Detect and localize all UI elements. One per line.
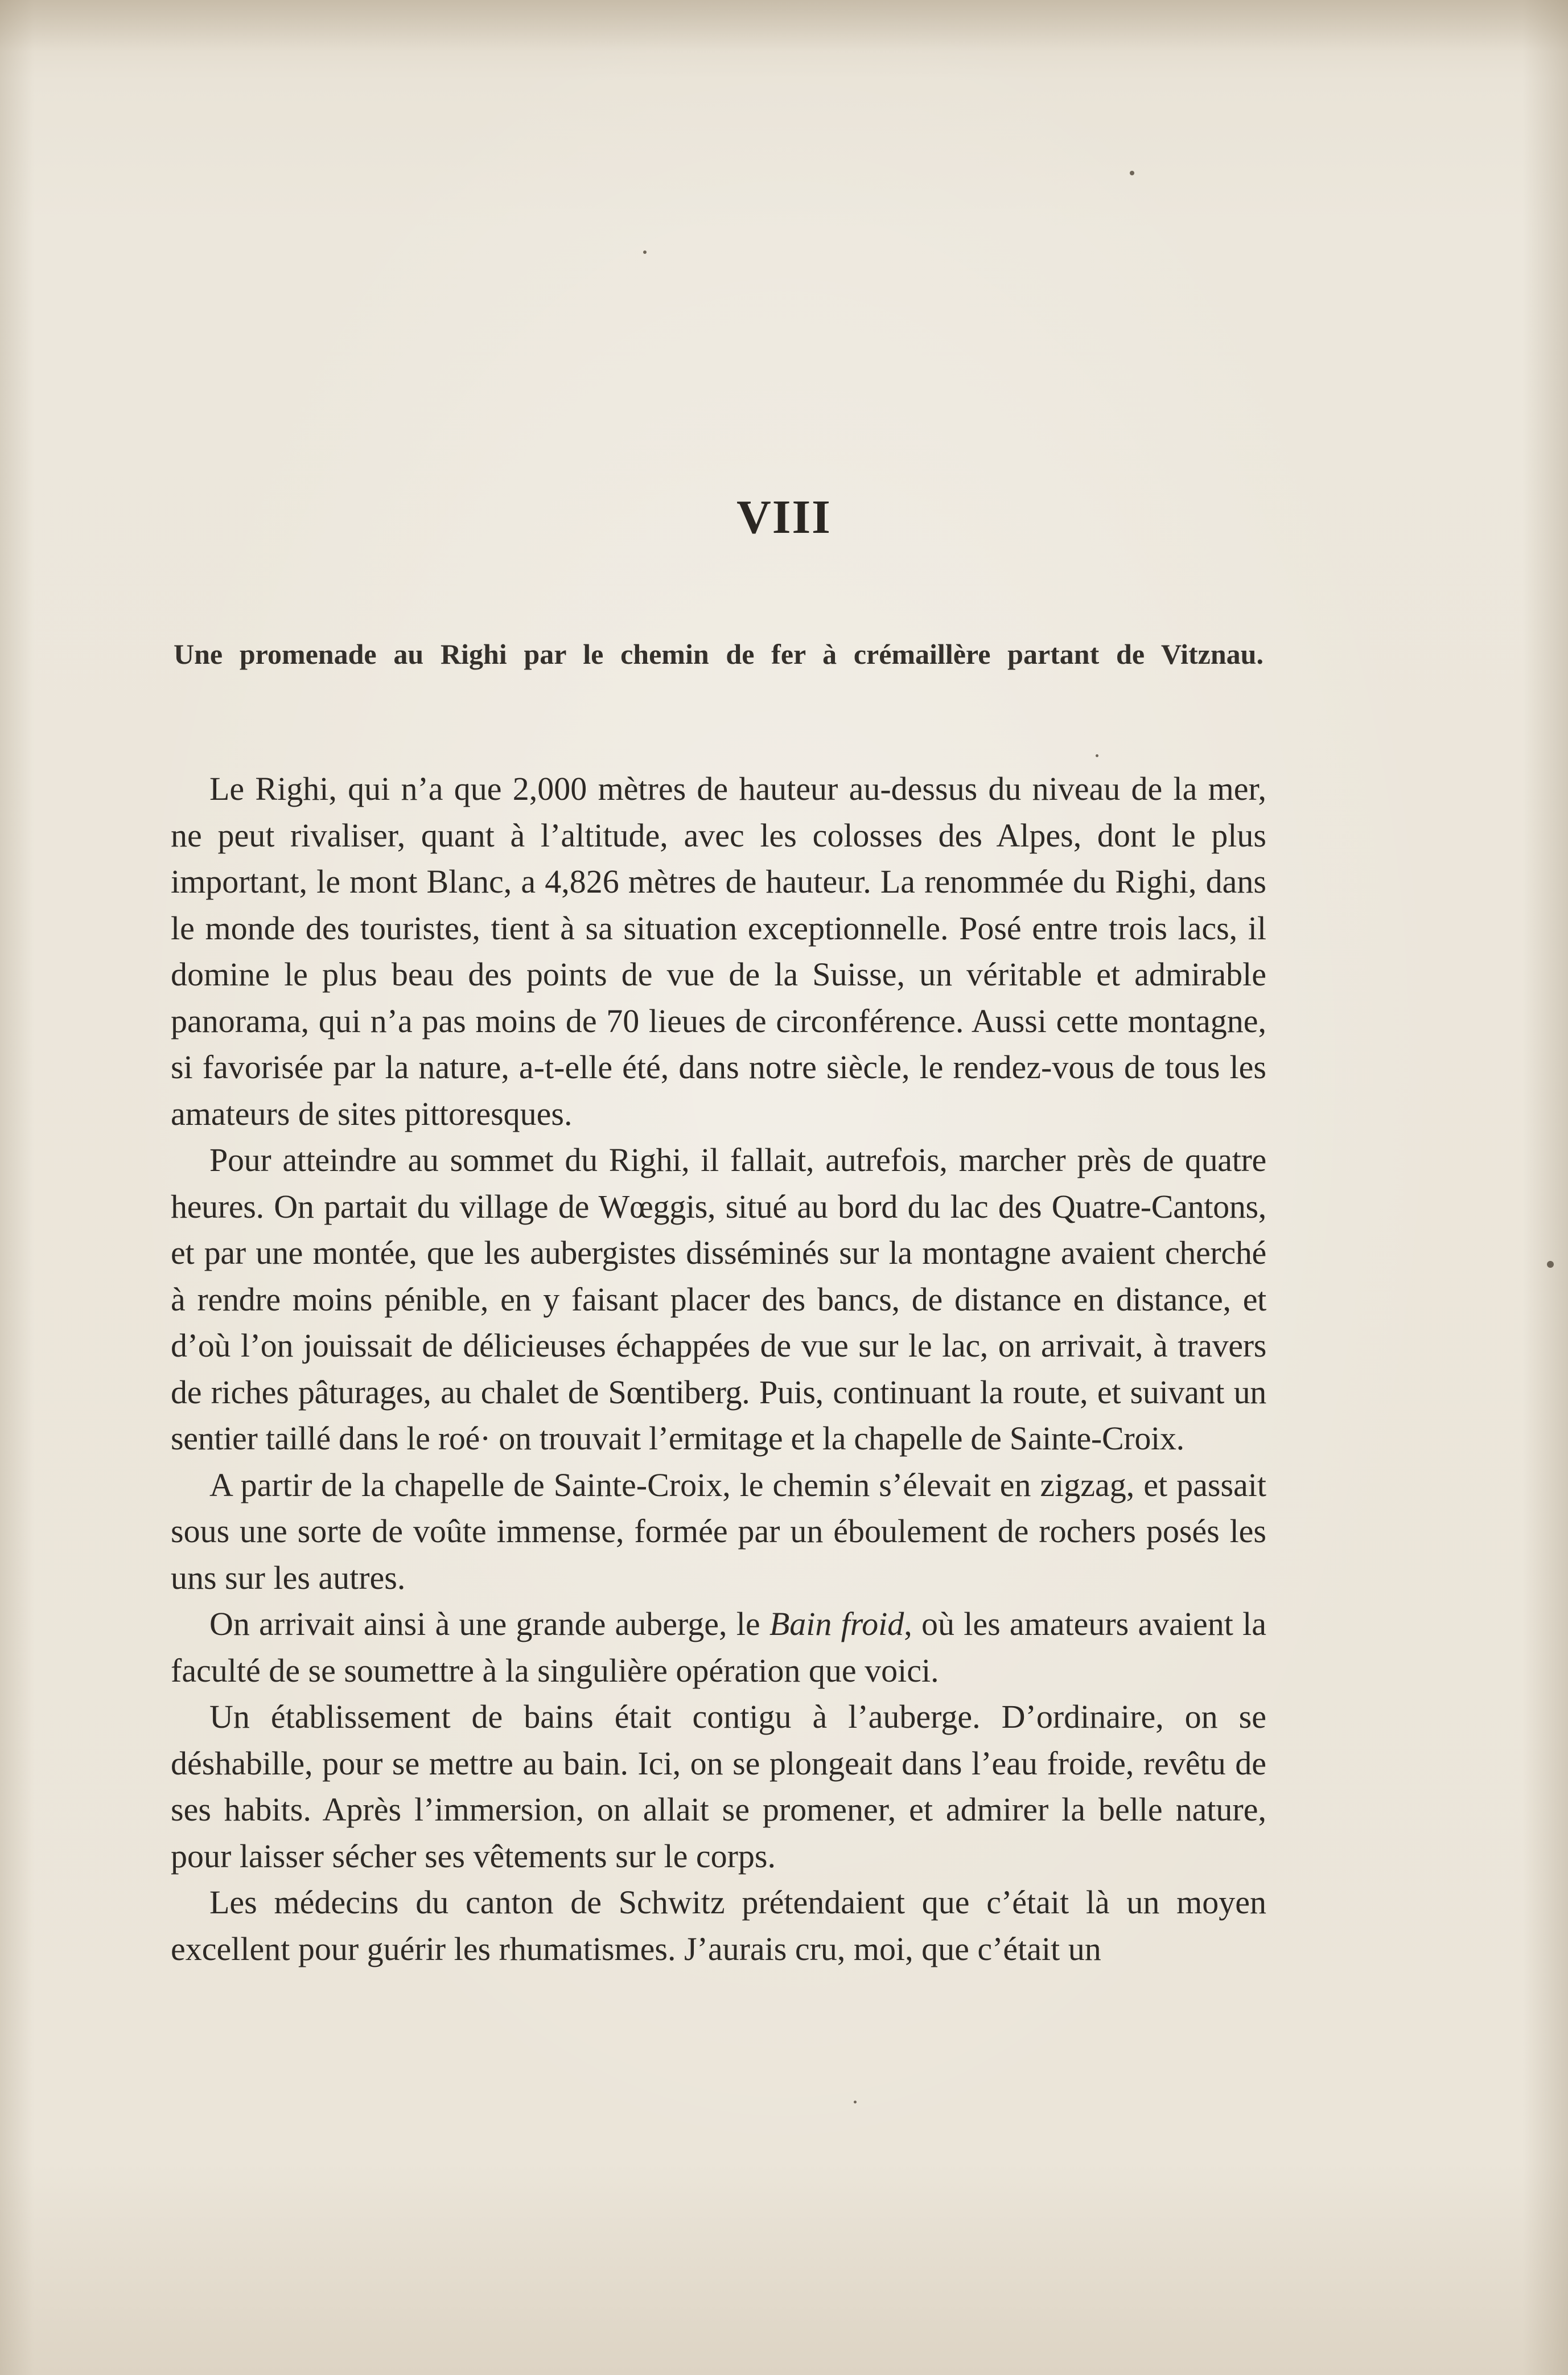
paper-speck <box>1547 1261 1554 1268</box>
paper-speck <box>1130 171 1134 175</box>
page-edge-shadow-left <box>0 0 34 2375</box>
paper-speck <box>1096 754 1098 757</box>
paragraph-4-italic-bain-froid: Bain froid <box>769 1605 904 1642</box>
paragraph-2: Pour atteindre au sommet du Righi, il fallait, autrefois, marcher près de quatre heures. On partait du village de Wœggis, situé au bord du lac des Quatre-Cantons, et par une montée, que les aubergistes disséminés sur la montagne avaient cherché à rendre moins pénible, en y faisant placer des bancs, de distance en distance, et d’où l’on jouissait de délicieuses échappées de vue sur le lac, on arrivait, à travers de riches pâturages, au chalet de Sœntiberg. Puis, continuant la route, et suivant un sentier taillé dans le roé· on trouvait l’ermitage et la chapelle de Sainte-Croix. <box>171 1141 1266 1457</box>
chapter-body <box>171 766 1266 1972</box>
paragraph-4-text-after: , où les amateurs avaient la faculté de se soumettre à la singulière opération que voici. <box>171 1605 1266 1689</box>
paragraph-5: Un établissement de bains était contigu à l’auberge. D’ordinaire, on se déshabille, pour se mettre au bain. Ici, on se plongeait dans l’eau froide, revêtu de ses habits. Après l’immersion, on allait se promener, et admirer la belle nature, pour laisser sécher ses vêtements sur le corps. <box>171 1698 1266 1875</box>
paragraph-1: Le Righi, qui n’a que 2,000 mètres de hauteur au-dessus du niveau de la mer, ne peut rivaliser, quant à l’altitude, avec les colosses des Alpes, dont le plus important, le mont Blanc, a 4,826 mètres de hauteur. La renommée du Righi, dans le monde des touristes, tient à sa situation exceptionnelle. Posé entre trois lacs, il domine le plus beau des points de vue de la Suisse, un véritable et admirable panorama, qui n’a pas moins de 70 lieues de circonférence. Aussi cette montagne, si favorisée par la nature, a-t-elle été, dans notre siècle, le rendez-vous de tous les amateurs de sites pittoresques. <box>171 770 1266 1132</box>
paragraph-3: A partir de la chapelle de Sainte-Croix, le chemin s’élevait en zigzag, et passait sous une sorte de voûte immense, formée par un éboulement de rochers posés les uns sur les autres. <box>171 1466 1266 1596</box>
chapter-title: Une promenade au Righi par le chemin de fer à crémaillère partant de Vitznau. <box>174 638 1264 670</box>
paragraph-6: Les médecins du canton de Schwitz prétendaient que c’était là un moyen excellent pour guérir les rhumatismes. J’aurais cru, moi, que c’était un <box>171 1884 1266 1967</box>
paragraph-4-text-before: On arrivait ainsi à une grande auberge, le <box>209 1605 769 1642</box>
paper-speck <box>643 250 647 254</box>
chapter-numeral: VIII <box>736 491 832 544</box>
paragraph-4 <box>171 1601 1266 1694</box>
paper-speck <box>854 2101 857 2103</box>
page-edge-shadow-top <box>0 0 1568 51</box>
page-edge-shadow-right <box>1522 0 1568 2375</box>
